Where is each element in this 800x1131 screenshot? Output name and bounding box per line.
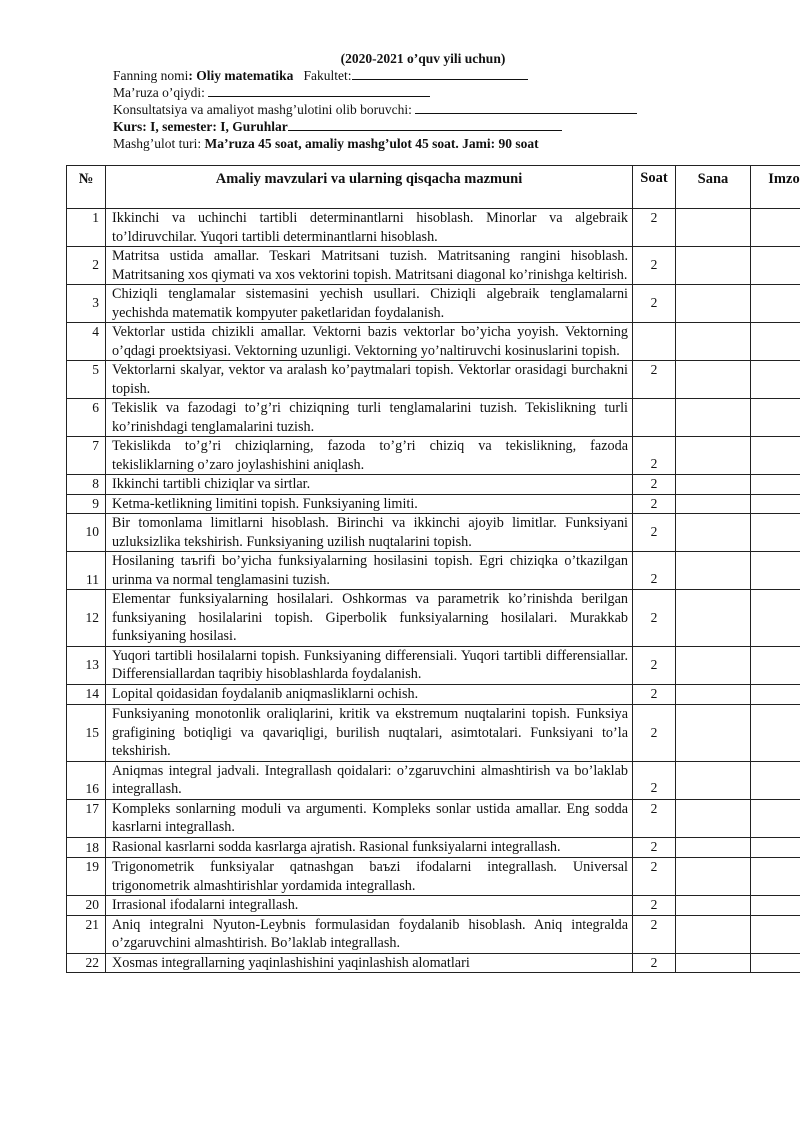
row-hours: 2 [633, 361, 676, 399]
row-number: 10 [67, 514, 106, 552]
table-row [67, 705, 800, 762]
row-number: 11 [67, 552, 106, 590]
row-date [676, 646, 751, 684]
table-row [67, 285, 800, 323]
row-date [676, 399, 751, 437]
row-hours: 2 [633, 494, 676, 514]
lecturer-line [113, 84, 713, 101]
row-topic: Aniq integralni Nyuton-Leybnis formulasidan foydalanib hisoblash. Aniq integralda o’zgaruvchini almashtirish. Bo’laklab integrallash. [106, 915, 633, 953]
subject-line [113, 67, 713, 84]
row-topic: Rasional kasrlarni sodda kasrlarga ajratish. Rasional funksiyalarni integrallash. [106, 837, 633, 858]
row-signature [751, 475, 800, 495]
header-signature: Imzo [751, 166, 800, 209]
table-row [67, 247, 800, 285]
row-topic: Chiziqli tenglamalar sistemasini yechish usullari. Chiziqli algebraik tenglamalarni yechishda matematik kompyuter paketlaridan foydalanish. [106, 285, 633, 323]
row-number: 15 [67, 705, 106, 762]
row-signature [751, 247, 800, 285]
row-hours: 2 [633, 247, 676, 285]
row-topic: Lopital qoidasidan foydalanib aniqmasliklarni ochish. [106, 684, 633, 705]
table-row [67, 761, 800, 799]
row-signature [751, 209, 800, 247]
header-number: № [67, 166, 106, 209]
row-topic: Kompleks sonlarning moduli va argumenti. Kompleks sonlar ustida amallar. Eng sodda kasrlarni integrallash. [106, 799, 633, 837]
table-row [67, 896, 800, 916]
row-topic: Elementar funksiyalarning hosilalari. Oshkormas va parametrik ko’rinishda berilgan funksiyaning hosilalarini topish. Giperbolik funksiyalarning hosilalari. Murakkab funksiyaning hosilasi. [106, 590, 633, 647]
row-signature [751, 646, 800, 684]
row-number: 8 [67, 475, 106, 495]
row-date [676, 475, 751, 495]
table-row [67, 858, 800, 896]
practical-topics-table [66, 165, 800, 973]
table-row [67, 837, 800, 858]
session-type-label: Mashg’ulot turi: [113, 136, 202, 151]
row-date [676, 705, 751, 762]
row-signature [751, 858, 800, 896]
row-signature [751, 552, 800, 590]
consultant-label: Konsultatsiya va amaliyot mashg’ulotini olib boruvchi: [113, 102, 412, 117]
table-row [67, 590, 800, 647]
row-signature [751, 837, 800, 858]
row-topic: Bir tomonlama limitlarni hisoblash. Birinchi va ikkinchi ajoyib limitlar. Funksiyani uzluksizlika tekshirish. Funksiyaning uzilish nuqtalarini topish. [106, 514, 633, 552]
table-row [67, 799, 800, 837]
row-topic: Trigonometrik funksiyalar qatnashgan baъzi ifodalarni integrallash. Universal trigonometrik almashtirishlar yordamida integrallash. [106, 858, 633, 896]
course-label: Kurs: I, semester: I, Guruhlar [113, 119, 288, 134]
row-number: 4 [67, 323, 106, 361]
row-number: 21 [67, 915, 106, 953]
row-hours: 2 [633, 285, 676, 323]
table-row [67, 494, 800, 514]
header-date: Sana [676, 166, 751, 209]
row-number: 7 [67, 437, 106, 475]
row-date [676, 514, 751, 552]
row-number: 3 [67, 285, 106, 323]
row-hours: 2 [633, 475, 676, 495]
header-hours-text: Soat [640, 170, 668, 186]
row-signature [751, 494, 800, 514]
row-signature [751, 799, 800, 837]
row-hours: 2 [633, 590, 676, 647]
table-row [67, 361, 800, 399]
row-date [676, 285, 751, 323]
table-header-row [67, 166, 800, 209]
row-hours: 2 [633, 437, 676, 475]
lecturer-blank [208, 84, 430, 97]
row-signature [751, 705, 800, 762]
row-topic: Vektorlar ustida chizikli amallar. Vektorni bazis vektorlar bo’yicha yoyish. Vektorning o’qdagi proektsiyasi. Vektorning uzunligi. Vektorning yo’naltiruvchi kosinuslarini topish. [106, 323, 633, 361]
row-hours: 2 [633, 761, 676, 799]
table-row [67, 323, 800, 361]
table-row [67, 953, 800, 973]
row-hours: 2 [633, 896, 676, 916]
row-hours: 2 [633, 552, 676, 590]
row-signature [751, 684, 800, 705]
row-signature [751, 761, 800, 799]
row-topic: Ikkinchi va uchinchi tartibli determinantlarni hisoblash. Minorlar va algebraik to’ldiruvchilar. Yuqori tartibli determinantlarni hisoblash. [106, 209, 633, 247]
row-date [676, 437, 751, 475]
row-date [676, 837, 751, 858]
header-topic: Amaliy mavzulari va ularning qisqacha mazmuni [106, 166, 633, 209]
row-signature [751, 514, 800, 552]
course-line [113, 118, 713, 135]
row-date [676, 858, 751, 896]
row-topic: Yuqori tartibli hosilalarni topish. Funksiyaning differensiali. Yuqori tartibli differensiallar. Differensiallardan taqribiy hisoblashlarda foydalanish. [106, 646, 633, 684]
row-hours: 2 [633, 837, 676, 858]
row-signature [751, 953, 800, 973]
row-hours [633, 399, 676, 437]
document-header [113, 50, 713, 152]
row-number: 19 [67, 858, 106, 896]
row-number: 12 [67, 590, 106, 647]
table-row [67, 209, 800, 247]
row-signature [751, 361, 800, 399]
row-date [676, 799, 751, 837]
row-date [676, 209, 751, 247]
row-number: 18 [67, 837, 106, 858]
row-topic: Hosilaning taъrifi bo’yicha funksiyalarning hosilasini topish. Egri chiziqka o’tkazilgan urinma va normal tenglamasini tuzish. [106, 552, 633, 590]
row-date [676, 494, 751, 514]
row-number: 6 [67, 399, 106, 437]
row-topic: Ikkinchi tartibli chiziqlar va sirtlar. [106, 475, 633, 495]
row-signature [751, 590, 800, 647]
table-row [67, 552, 800, 590]
row-hours: 2 [633, 705, 676, 762]
row-hours: 2 [633, 799, 676, 837]
groups-blank [288, 118, 562, 131]
consultant-line [113, 101, 713, 118]
row-topic: Vektorlarni skalyar, vektor va aralash ko’paytmalari topish. Vektorlar orasidagi burchakni topish. [106, 361, 633, 399]
subject-label: Fanning nomi [113, 68, 189, 83]
row-signature [751, 399, 800, 437]
row-hours [633, 323, 676, 361]
academic-year: (2020-2021 o’quv yili uchun) [340, 51, 506, 66]
row-topic: Funksiyaning monotonlik oraliqlarini, kritik va ekstremum nuqtalarini topish. Funksiya grafigining botiqligi va qavariqligi, burilish nuqtalari, asimtotalari. Funksiyani to’la tekshirish. [106, 705, 633, 762]
table-row [67, 475, 800, 495]
row-number: 1 [67, 209, 106, 247]
row-date [676, 896, 751, 916]
row-date [676, 552, 751, 590]
table-row [67, 437, 800, 475]
row-hours: 2 [633, 514, 676, 552]
row-date [676, 953, 751, 973]
faculty-blank [352, 67, 528, 80]
table-row [67, 684, 800, 705]
row-number: 14 [67, 684, 106, 705]
row-date [676, 684, 751, 705]
header-hours [633, 166, 676, 209]
row-date [676, 323, 751, 361]
row-topic: Xosmas integrallarning yaqinlashishini yaqinlashish alomatlari [106, 953, 633, 973]
row-number: 16 [67, 761, 106, 799]
row-topic: Tekislik va fazodagi to’g’ri chiziqning turli tenglamalarini tuzish. Tekislikning turli ko’rinishdagi tenglamalarini tuzish. [106, 399, 633, 437]
row-topic: Matritsa ustida amallar. Teskari Matritsani tuzish. Matritsaning rangini hisoblash. Matritsaning xos qiymati va xos vektorini topish. Matritsani diagonal ko’rinishga keltirish. [106, 247, 633, 285]
row-number: 9 [67, 494, 106, 514]
row-number: 5 [67, 361, 106, 399]
row-number: 2 [67, 247, 106, 285]
row-number: 20 [67, 896, 106, 916]
row-hours: 2 [633, 646, 676, 684]
row-hours: 2 [633, 915, 676, 953]
row-topic: Irrasional ifodalarni integrallash. [106, 896, 633, 916]
row-hours: 2 [633, 684, 676, 705]
row-date [676, 761, 751, 799]
table-row [67, 514, 800, 552]
consultant-blank [415, 101, 637, 114]
row-signature [751, 437, 800, 475]
row-date [676, 915, 751, 953]
lecturer-label: Ma’ruza o’qiydi: [113, 85, 205, 100]
row-date [676, 361, 751, 399]
faculty-label: Fakultet: [303, 68, 352, 83]
row-topic: Tekislikda to’g’ri chiziqlarning, fazoda to’g’ri chiziq va tekislikning, fazoda tekisliklarning o’zaro joylashishini aniqlash. [106, 437, 633, 475]
session-type-value: Ma’ruza 45 soat, amaliy mashg’ulot 45 soat. Jami: 90 soat [201, 136, 539, 151]
row-signature [751, 323, 800, 361]
row-date [676, 590, 751, 647]
session-type-line [113, 135, 713, 152]
row-topic: Ketma-ketlikning limitini topish. Funksiyaning limiti. [106, 494, 633, 514]
row-hours: 2 [633, 858, 676, 896]
table-row [67, 915, 800, 953]
row-hours: 2 [633, 209, 676, 247]
row-signature [751, 285, 800, 323]
table-row [67, 646, 800, 684]
row-number: 22 [67, 953, 106, 973]
row-number: 13 [67, 646, 106, 684]
row-hours: 2 [633, 953, 676, 973]
table-row [67, 399, 800, 437]
row-date [676, 247, 751, 285]
subject-value: : Oliy matematika [188, 68, 294, 83]
row-topic: Aniqmas integral jadvali. Integrallash qoidalari: o’zgaruvchini almashtirish va bo’laklab integrallash. [106, 761, 633, 799]
row-signature [751, 896, 800, 916]
row-signature [751, 915, 800, 953]
row-number: 17 [67, 799, 106, 837]
